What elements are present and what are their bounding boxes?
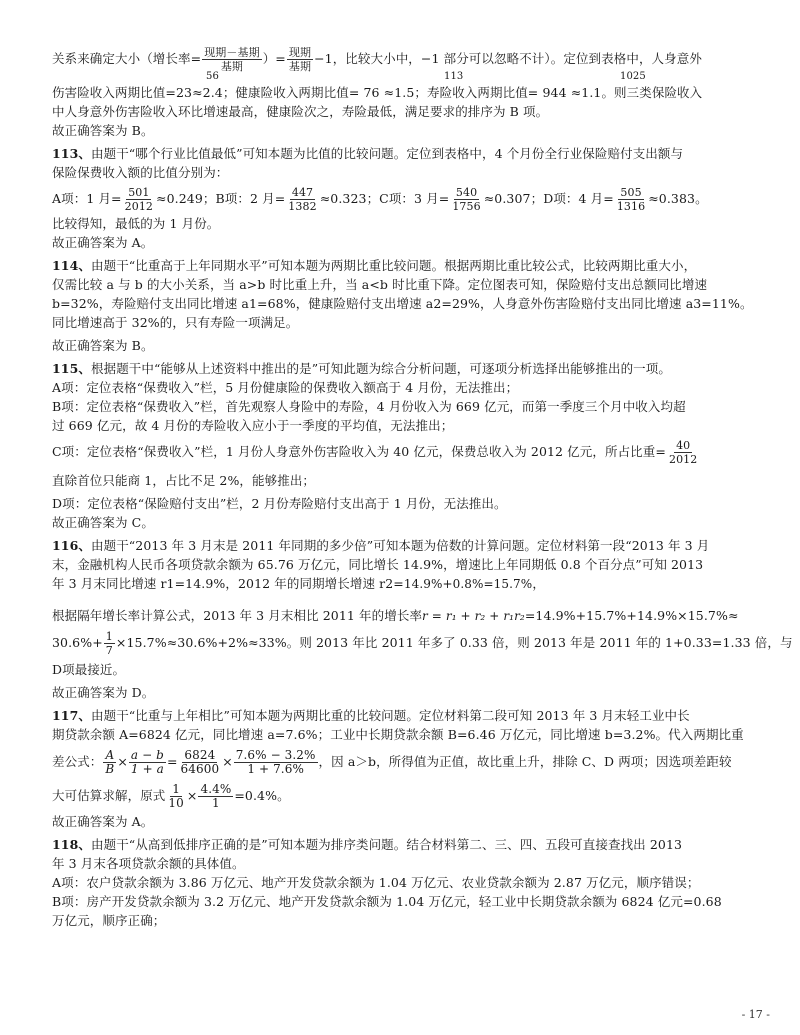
- text-line: 年 3 月末各项贷款余额的具体值。: [52, 856, 245, 871]
- fraction: $\frac{447}{1382}$: [288, 186, 317, 213]
- answer-line: 故正确答案为 D。: [52, 685, 155, 700]
- text-line: 同比增速高于 32%的，只有寿险一项满足。: [52, 315, 299, 330]
- fraction: $\frac{40}{2012}$: [668, 439, 698, 466]
- text-line: A项：农户贷款余额为 3.86 万亿元、地产开发贷款余额为 1.04 万亿元、农业贷款余额为 2.87 万亿元，顺序错误；: [52, 875, 700, 890]
- question-116: [52, 536, 772, 555]
- text-line: 万亿元，顺序正确；: [52, 913, 166, 928]
- text: 大可估算求解，原式: [52, 788, 166, 803]
- text-line: 过 669 亿元，故 4 月份的寿险收入应小于一季度的平均值，无法推出；: [52, 418, 454, 433]
- text-line: [52, 606, 772, 626]
- fraction: $\frac{a - b}{1 + a}$: [130, 748, 164, 776]
- text-line: [52, 626, 793, 660]
- question-114: [52, 256, 772, 275]
- fraction: $\frac{4.4\%}{1}$: [200, 782, 232, 810]
- numerator: 56: [206, 71, 219, 82]
- text: ×: [222, 754, 233, 769]
- answer-line: 故正确答案为 C。: [52, 515, 154, 530]
- text-line: [52, 744, 772, 780]
- text: 由题干“从高到低排序正确的是”可知本题为排序类问题。结合材料第二、三、四、五段可直接查找出 2013: [91, 837, 683, 852]
- text-line: D项：定位表格“保险赔付支出”栏，2 月份寿险赔付支出高于 1 月份，无法推出。: [52, 496, 507, 511]
- answer-line: 故正确答案为 B。: [52, 338, 154, 353]
- fraction: $\frac{501}{2012}$: [124, 186, 154, 213]
- text: 由题干“哪个行业比值最低”可知本题为比值的比较问题。定位到表格中，4 个月份全行业保险赔付支出额与: [91, 146, 684, 161]
- answer-line: 故正确答案为 A。: [52, 235, 154, 250]
- fraction: $\frac{A}{B}$: [105, 748, 115, 776]
- numerator: 113: [444, 71, 464, 82]
- question-number: 118、: [52, 837, 91, 852]
- text: 年 3 月末同比增速 r1=14.9%，2012 年的同期增长增速 r2=: [52, 576, 404, 591]
- question-number: 113、: [52, 146, 91, 161]
- fraction: $\frac{6824}{64600}$: [180, 748, 220, 776]
- text: 。: [695, 191, 708, 206]
- fraction: $\frac{\text{现期－基期}}{\text{基期}}$: [204, 46, 260, 73]
- question-number: 116、: [52, 538, 91, 553]
- text: ≈0.249: [156, 191, 203, 206]
- text: =0.4%。: [234, 788, 290, 803]
- text-line: A项：定位表格“保费收入”栏，5 月份健康险的保费收入额高于 4 月份，无法推出；: [52, 380, 519, 395]
- text: ；D项：4 月=: [530, 191, 614, 206]
- text: ≈0.323: [319, 191, 367, 206]
- fraction: $\frac{7.6\% - 3.2\%}{1 + 7.6\%}$: [235, 748, 316, 776]
- text: ≈0.307: [483, 191, 531, 206]
- question-115: [52, 359, 772, 378]
- text-line: D项最接近。: [52, 662, 126, 677]
- question-number: 114、: [52, 258, 91, 273]
- text-line: b=32%，寿险赔付支出同比增速 a1=68%，健康险赔付支出增速 a2=29%，人身意外伤害险赔付支出同比增速 a3=11%。: [52, 296, 753, 311]
- text: 30.6%+: [52, 635, 103, 650]
- text-line: [52, 574, 772, 594]
- text: 根据题干中“能够从上述资料中推出的是”可知此题为综合分析问题，可逐项分析选择出能够推出的一项。: [91, 361, 671, 376]
- text: =14.9%+15.7%+14.9%×15.7%≈: [524, 608, 739, 623]
- text-line: 直除首位只能商 1，占比不足 2%，能够推出；: [52, 473, 316, 488]
- text: ；B项：2 月=: [202, 191, 286, 206]
- text: ×15.7%≈30.6%+2%≈33%。则 2013 年比 2011 年多了 0.33 倍，则 2013 年是 2011 年的 1+0.33=1.33 倍，与: [115, 635, 793, 650]
- text: 根据隔年增长率计算公式，2013 年 3 月末相比 2011 年的增长率: [52, 608, 423, 623]
- numerator: 1025: [620, 71, 646, 82]
- text: ，因 a＞b，所得值为正值，故比重上升，排除 C、D 两项；因选项差距较: [318, 754, 732, 769]
- text: ×: [186, 788, 198, 803]
- text: ≈0.383: [648, 191, 696, 206]
- text-line: 末，金融机构人民币各项贷款余额为 65.76 万亿元，同比增长 14.9%，增速比上年同期低 0.8 个百分点”可知 2013: [52, 557, 704, 572]
- text: C项：定位表格“保费收入”栏，1 月份人身意外伤害险收入为 40 亿元，保费总收入为 2012 亿元，所占比重=: [52, 444, 666, 459]
- page-number: - 17 -: [741, 1008, 770, 1021]
- text: A项：1 月=: [52, 191, 122, 206]
- text-line: 保险保费收入额的比值分别为：: [52, 165, 229, 180]
- text-line: B项：房产开发贷款余额为 3.2 万亿元、地产开发贷款余额为 1.04 万亿元，轻工业中长期贷款余额为 6824 亿元=0.68: [52, 894, 722, 909]
- fraction: $\frac{505}{1316}$: [616, 186, 646, 213]
- fraction: $\frac{540}{1756}$: [452, 186, 481, 213]
- text-line: [52, 46, 772, 73]
- document-page: [52, 8, 793, 930]
- text: ；C项：3 月=: [366, 191, 450, 206]
- text: 由题干“比重与上年相比”可知本题为两期比重的比较问题。定位材料第二段可知 2013 年 3 月末轻工业中长: [91, 708, 690, 723]
- text: 伤害险收入两期比值=23≈2.4；健康险收入两期比值= 76 ≈1.5；寿险收入两期比值= 944 ≈1.1。则三类保险收入: [52, 85, 703, 100]
- text-line: 期贷款余额 A=6824 亿元，同比增速 a=7.6%；工业中长期贷款余额 B=6.46 万亿元，同比增速 b=3.2%。代入两期比重: [52, 727, 744, 742]
- text-line: [52, 73, 772, 102]
- question-113: [52, 144, 772, 163]
- answer-line: 故正确答案为 A。: [52, 814, 154, 829]
- text: −1，比较大小中，−1 部分可以忽略不计）。定位到表格中，人身意外: [314, 51, 702, 66]
- text-line: [52, 182, 772, 214]
- text: ）=: [262, 51, 286, 66]
- question-number: 115、: [52, 361, 91, 376]
- answer-line: 故正确答案为 B。: [52, 123, 154, 138]
- text-line: 比较得知，最低的为 1 月份。: [52, 216, 220, 231]
- text-line: 仅需比较 a 与 b 的大小关系，当 a>b 时比重上升，当 a<b 时比重下降。定位图表可知，保险赔付支出总额同比增速: [52, 277, 708, 292]
- text: ×: [117, 754, 128, 769]
- text: 差公式：: [52, 754, 103, 769]
- formula: r = r₁ + r₂ + r₁r₂: [422, 609, 525, 623]
- text: 关系来确定大小（增长率=: [52, 51, 202, 66]
- fraction: $\frac{\text{现期}}{\text{基期}}$: [288, 46, 312, 73]
- text-line: [52, 435, 772, 471]
- fraction: $\frac{1}{10}$: [168, 782, 184, 810]
- question-118: [52, 835, 772, 854]
- text-line: B项：定位表格“保费收入”栏，首先观察人身险中的寿险，4 月份收入为 669 亿元，而第一季度三个月中收入均超: [52, 399, 686, 414]
- text-line: 中人身意外伤害险收入环比增速最高，健康险次之，寿险最低，满足要求的排序为 B 项。: [52, 104, 549, 119]
- fraction: $\frac{1}{7}$: [105, 630, 113, 657]
- text-line: [52, 780, 772, 812]
- question-117: [52, 706, 772, 725]
- text: =: [166, 754, 178, 769]
- text: ，: [532, 576, 545, 591]
- question-number: 117、: [52, 708, 91, 723]
- formula: 14.9%+0.8%=15.7%: [403, 577, 533, 591]
- text: 由题干“2013 年 3 月末是 2011 年同期的多少倍”可知本题为倍数的计算问题。定位材料第一段“2013 年 3 月: [91, 538, 710, 553]
- text: 由题干“比重高于上年同期水平”可知本题为两期比重比较问题。根据两期比重比较公式，比较两期比重大小，: [91, 258, 697, 273]
